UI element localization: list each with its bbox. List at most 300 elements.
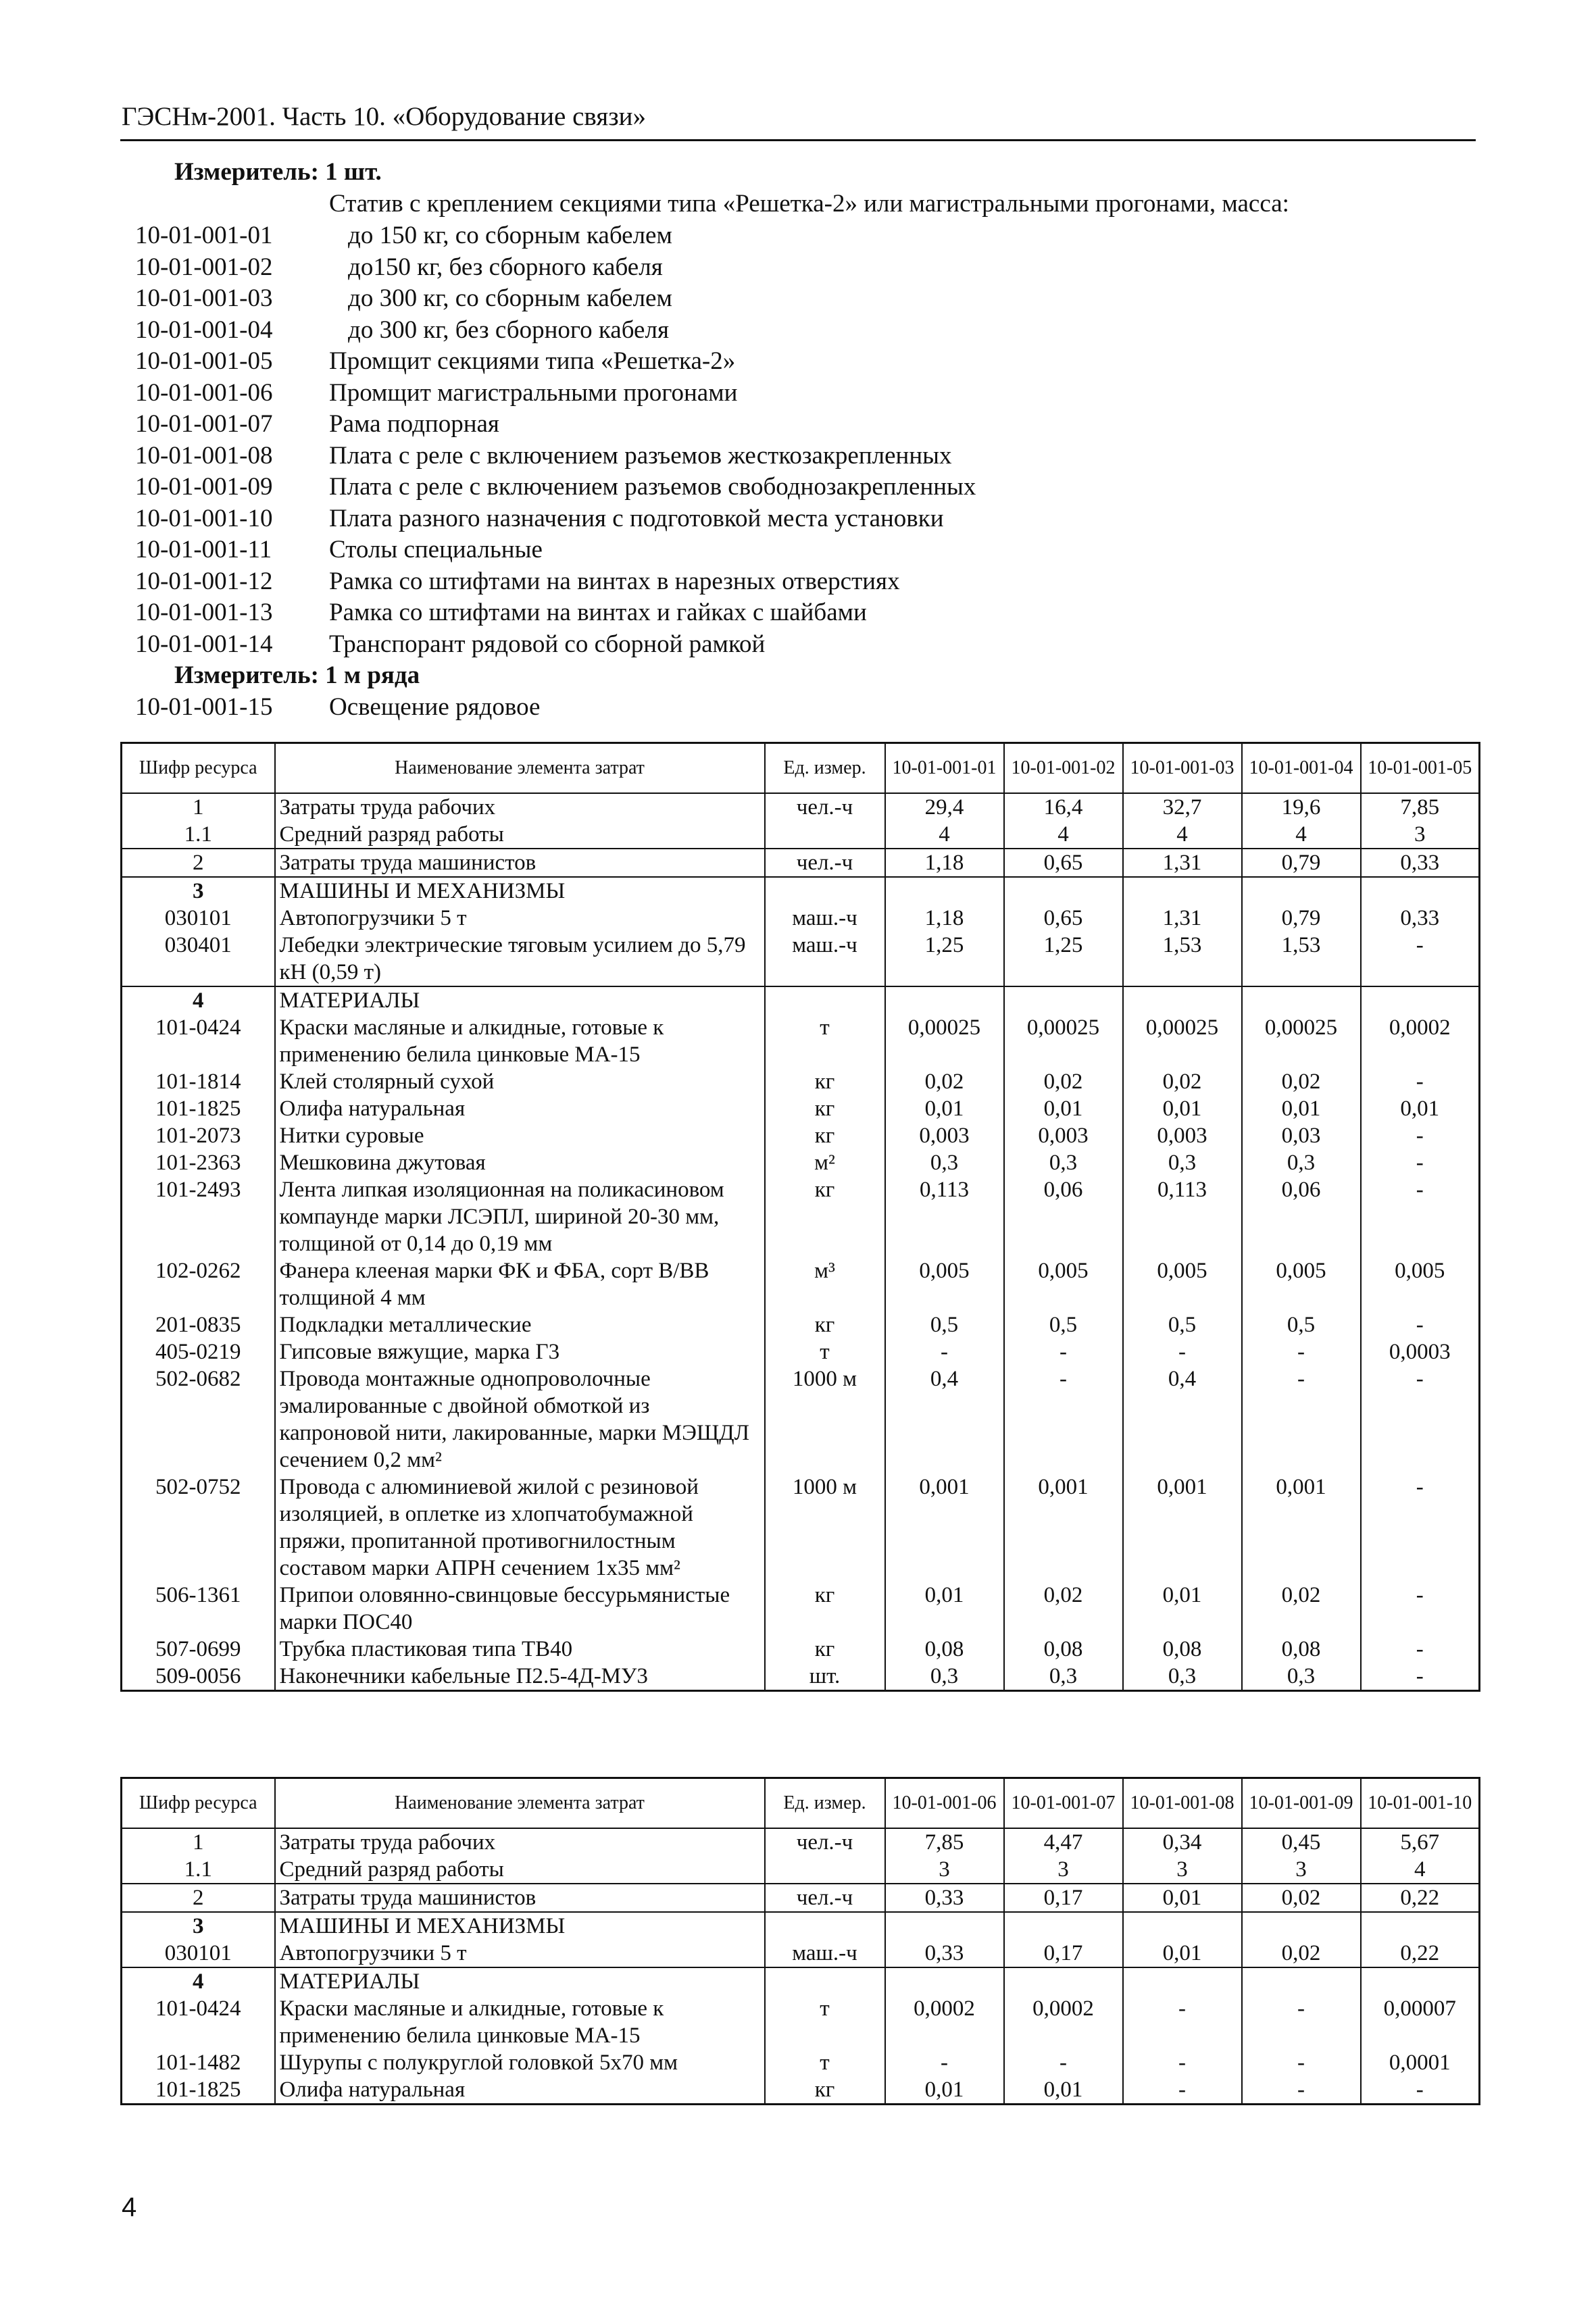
norm-value: 0,33 <box>1361 905 1480 932</box>
column-header: 10-01-001-05 <box>1361 743 1480 794</box>
cost-element-name: Припои оловянно-свинцовые бессурьмянистые марки ПОС40 <box>275 1582 765 1636</box>
norm-value: 0,01 <box>1242 1095 1361 1122</box>
norm-value <box>1123 1912 1242 1940</box>
norm-value: 0,79 <box>1242 905 1361 932</box>
unit: кг <box>765 2076 885 2105</box>
resource-code: 101-1825 <box>122 2076 275 2105</box>
unit: кг <box>765 1311 885 1338</box>
unit <box>765 1967 885 1995</box>
norm-value: - <box>1361 1663 1480 1691</box>
norm-value: 7,85 <box>1361 793 1480 821</box>
unit: т <box>765 1338 885 1365</box>
norm-value: 1,25 <box>1004 932 1123 986</box>
header-rule <box>120 139 1476 141</box>
norm-value: 1,18 <box>885 849 1004 877</box>
norm-value: 0,02 <box>1242 1884 1361 1912</box>
table-row <box>122 1884 1480 1912</box>
norm-value: 0,3 <box>885 1663 1004 1691</box>
norm-value: 0,005 <box>1361 1257 1480 1311</box>
norm-value: - <box>1242 1338 1361 1365</box>
resource-code: 101-0424 <box>122 1995 275 2049</box>
norm-value: 3 <box>885 1856 1004 1884</box>
cost-element-name: Мешковина джутовая <box>275 1149 765 1176</box>
norm-value: - <box>1361 1636 1480 1663</box>
table-row <box>122 1176 1480 1257</box>
group-title: Статив с креплением секциями типа «Решетка-2» или магистральными прогонами, масса: <box>329 190 1289 218</box>
norm-value: 0,003 <box>885 1122 1004 1149</box>
norm-value: 19,6 <box>1242 793 1361 821</box>
cost-element-name: Провода монтажные однопроволочные эмалированные с двойной обмоткой из капроновой нити, лакированные, марки МЭЩДЛ сечением 0,2 мм² <box>275 1365 765 1474</box>
unit: кг <box>765 1176 885 1257</box>
norm-value: 3 <box>1004 1856 1123 1884</box>
table-row <box>122 821 1480 849</box>
cost-element-name: Затраты труда рабочих <box>275 793 765 821</box>
resource-code: 3 <box>122 1912 275 1940</box>
item-text: Столы специальные <box>329 536 543 563</box>
norm-value: 0,0001 <box>1361 2049 1480 2076</box>
norm-value: - <box>885 2049 1004 2076</box>
item-code: 10-01-001-02 <box>135 253 273 281</box>
cost-element-name: МАШИНЫ И МЕХАНИЗМЫ <box>275 877 765 905</box>
norm-value: 29,4 <box>885 793 1004 821</box>
norm-value: 3 <box>1123 1856 1242 1884</box>
norm-value: - <box>1004 1365 1123 1474</box>
norm-value: 0,113 <box>885 1176 1004 1257</box>
table-row <box>122 1912 1480 1940</box>
norm-value <box>1242 1912 1361 1940</box>
norm-value: 0,3 <box>885 1149 1004 1176</box>
norm-value <box>1004 877 1123 905</box>
norm-value: 7,85 <box>885 1828 1004 1856</box>
item-code: 10-01-001-05 <box>135 347 273 375</box>
column-header: Ед. измер. <box>765 743 885 794</box>
norm-value: 1,53 <box>1242 932 1361 986</box>
resource-code: 101-2073 <box>122 1122 275 1149</box>
column-header: 10-01-001-03 <box>1123 743 1242 794</box>
table-row <box>122 2076 1480 2105</box>
norm-value: 0,00025 <box>1004 1014 1123 1068</box>
cost-element-name: Лебедки электрические тяговым усилием до 5,79 кН (0,59 т) <box>275 932 765 986</box>
norm-value: 0,33 <box>885 1884 1004 1912</box>
norm-value: 0,01 <box>885 1582 1004 1636</box>
norm-value <box>1004 1912 1123 1940</box>
norm-value: 0,005 <box>1242 1257 1361 1311</box>
item-code: 10-01-001-06 <box>135 378 273 407</box>
cost-element-name: Клей столярный сухой <box>275 1068 765 1095</box>
table-row <box>122 1338 1480 1365</box>
norm-value: - <box>1123 1995 1242 2049</box>
norm-value: - <box>1361 1176 1480 1257</box>
norm-value: 0,113 <box>1123 1176 1242 1257</box>
unit <box>765 821 885 849</box>
norm-value: 0,005 <box>1004 1257 1123 1311</box>
norm-value: 4 <box>1361 1856 1480 1884</box>
norm-value <box>885 986 1004 1014</box>
resource-code: 030101 <box>122 1940 275 1967</box>
item-text: Промщит магистральными прогонами <box>329 378 738 407</box>
norm-value: 0,02 <box>1004 1068 1123 1095</box>
norm-value: - <box>1361 1149 1480 1176</box>
unit: м² <box>765 1149 885 1176</box>
table-row <box>122 1095 1480 1122</box>
unit <box>765 986 885 1014</box>
table-row <box>122 932 1480 986</box>
item-code: 10-01-001-10 <box>135 504 273 532</box>
norm-value: 0,5 <box>1123 1311 1242 1338</box>
unit: кг <box>765 1068 885 1095</box>
norm-value: 0,5 <box>1242 1311 1361 1338</box>
norm-value: 1,18 <box>885 905 1004 932</box>
norm-value: 0,01 <box>1123 1940 1242 1967</box>
norm-value: 0,02 <box>1123 1068 1242 1095</box>
table-row <box>122 1257 1480 1311</box>
norm-value: 16,4 <box>1004 793 1123 821</box>
resource-code: 3 <box>122 877 275 905</box>
item-text: до 300 кг, без сборного кабеля <box>348 316 669 344</box>
table-row <box>122 1940 1480 1967</box>
norm-value: 1,31 <box>1123 905 1242 932</box>
table-row <box>122 1856 1480 1884</box>
column-header: 10-01-001-06 <box>885 1778 1004 1829</box>
norm-value <box>1123 986 1242 1014</box>
item-text: Рама подпорная <box>329 410 499 438</box>
norm-value <box>885 1967 1004 1995</box>
resource-code: 502-0682 <box>122 1365 275 1474</box>
item-text: Промщит секциями типа «Решетка-2» <box>329 347 736 375</box>
resource-code: 1 <box>122 793 275 821</box>
norm-value: - <box>1004 1338 1123 1365</box>
norm-value: - <box>1361 1122 1480 1149</box>
norm-value <box>885 877 1004 905</box>
norm-value: 0,17 <box>1004 1884 1123 1912</box>
resource-code: 507-0699 <box>122 1636 275 1663</box>
column-header: 10-01-001-01 <box>885 743 1004 794</box>
resource-code: 101-1825 <box>122 1095 275 1122</box>
unit: т <box>765 2049 885 2076</box>
unit: т <box>765 1995 885 2049</box>
cost-element-name: Олифа натуральная <box>275 1095 765 1122</box>
item-code: 10-01-001-08 <box>135 441 273 470</box>
norm-value: 0,0002 <box>885 1995 1004 2049</box>
norm-value: 0,01 <box>1123 1095 1242 1122</box>
item-code: 10-01-001-11 <box>135 536 272 563</box>
norm-value: 0,3 <box>1004 1149 1123 1176</box>
cost-element-name: Затраты труда машинистов <box>275 849 765 877</box>
column-header: Наименование элемента затрат <box>275 743 765 794</box>
norm-value: 0,4 <box>885 1365 1004 1474</box>
norm-value: 0,08 <box>1123 1636 1242 1663</box>
item-text: до150 кг, без сборного кабеля <box>348 253 663 281</box>
norm-value: 0,3 <box>1123 1149 1242 1176</box>
norm-value: 0,01 <box>1123 1582 1242 1636</box>
norm-value: 4,47 <box>1004 1828 1123 1856</box>
item-text: до 150 кг, со сборным кабелем <box>348 222 672 249</box>
norm-value <box>1123 1967 1242 1995</box>
norm-value: 0,5 <box>885 1311 1004 1338</box>
table-row <box>122 1582 1480 1636</box>
norm-value: 1,25 <box>885 932 1004 986</box>
table-row <box>122 1068 1480 1095</box>
unit: м³ <box>765 1257 885 1311</box>
measure-unit-label-2: Измеритель: 1 м ряда <box>174 661 420 689</box>
norm-value <box>1004 1967 1123 1995</box>
cost-element-name: Шурупы с полукруглой головкой 5х70 мм <box>275 2049 765 2076</box>
unit: т <box>765 1014 885 1068</box>
norm-value: - <box>1361 1311 1480 1338</box>
unit: чел.-ч <box>765 849 885 877</box>
resource-code: 2 <box>122 1884 275 1912</box>
item-code: 10-01-001-13 <box>135 599 273 626</box>
norm-value: - <box>1242 2076 1361 2105</box>
unit: чел.-ч <box>765 1884 885 1912</box>
unit <box>765 1856 885 1884</box>
norm-value: 1,31 <box>1123 849 1242 877</box>
table-row <box>122 1828 1480 1856</box>
norm-value: 0,0003 <box>1361 1338 1480 1365</box>
cost-element-name: Автопогрузчики 5 т <box>275 1940 765 1967</box>
item-code: 10-01-001-09 <box>135 473 273 501</box>
norm-value: 0,3 <box>1123 1663 1242 1691</box>
item-text: Транспорант рядовой со сборной рамкой <box>329 630 766 658</box>
item-text: Плата разного назначения с подготовкой места установки <box>329 504 944 532</box>
resource-code: 4 <box>122 986 275 1014</box>
table-row <box>122 1122 1480 1149</box>
cost-element-name: Гипсовые вяжущие, марка Г3 <box>275 1338 765 1365</box>
norm-value <box>1361 1912 1480 1940</box>
table-row <box>122 793 1480 821</box>
norm-value: 4 <box>1242 821 1361 849</box>
resource-code: 101-1814 <box>122 1068 275 1095</box>
norm-value <box>1242 986 1361 1014</box>
cost-element-name: Фанера клееная марки ФК и ФБА, сорт В/ВВ толщиной 4 мм <box>275 1257 765 1311</box>
cost-element-name: Трубка пластиковая типа ТВ40 <box>275 1636 765 1663</box>
norm-value: 0,65 <box>1004 905 1123 932</box>
unit: чел.-ч <box>765 793 885 821</box>
cost-element-name: Средний разряд работы <box>275 821 765 849</box>
norm-value: 0,02 <box>885 1068 1004 1095</box>
table-row <box>122 877 1480 905</box>
column-header: Шифр ресурса <box>122 1778 275 1829</box>
norm-value: 0,00025 <box>885 1014 1004 1068</box>
column-header: 10-01-001-04 <box>1242 743 1361 794</box>
resource-code: 4 <box>122 1967 275 1995</box>
norm-value: 0,01 <box>1123 1884 1242 1912</box>
norm-value: 0,01 <box>1004 1095 1123 1122</box>
resource-code: 502-0752 <box>122 1474 275 1582</box>
unit: чел.-ч <box>765 1828 885 1856</box>
norm-value: - <box>1361 932 1480 986</box>
norm-value: 0,005 <box>1123 1257 1242 1311</box>
norm-value: 0,08 <box>885 1636 1004 1663</box>
norm-value: - <box>1004 2049 1123 2076</box>
norm-value: 0,001 <box>1123 1474 1242 1582</box>
table-row <box>122 1149 1480 1176</box>
running-header: ГЭСНм-2001. Часть 10. «Оборудование связи» <box>122 102 647 131</box>
norm-value: 0,33 <box>1361 849 1480 877</box>
unit: кг <box>765 1582 885 1636</box>
page-number: 4 <box>122 2192 137 2222</box>
norm-value: - <box>1361 1365 1480 1474</box>
cost-element-name: МАТЕРИАЛЫ <box>275 986 765 1014</box>
norm-value: 0,02 <box>1242 1582 1361 1636</box>
resource-table-1 <box>120 742 1480 1692</box>
norm-value: 0,01 <box>885 1095 1004 1122</box>
unit <box>765 1912 885 1940</box>
norm-value: 4 <box>1004 821 1123 849</box>
norm-value <box>885 1912 1004 1940</box>
norm-value: - <box>1242 2049 1361 2076</box>
norm-value: 0,34 <box>1123 1828 1242 1856</box>
norm-value <box>1242 1967 1361 1995</box>
resource-code: 405-0219 <box>122 1338 275 1365</box>
column-header: Ед. измер. <box>765 1778 885 1829</box>
item-text: Освещение рядовое <box>329 693 541 721</box>
norm-value: 0,001 <box>1004 1474 1123 1582</box>
measure-unit-label: Измеритель: 1 шт. <box>174 158 382 186</box>
resource-code: 102-0262 <box>122 1257 275 1311</box>
norm-value: 3 <box>1361 821 1480 849</box>
unit: кг <box>765 1636 885 1663</box>
norm-value <box>1004 986 1123 1014</box>
cost-element-name: Олифа натуральная <box>275 2076 765 2105</box>
column-header: 10-01-001-07 <box>1004 1778 1123 1829</box>
norm-value: - <box>1242 1995 1361 2049</box>
resource-code: 030101 <box>122 905 275 932</box>
item-code: 10-01-001-14 <box>135 630 273 658</box>
cost-element-name: Затраты труда рабочих <box>275 1828 765 1856</box>
norm-value: 0,01 <box>1361 1095 1480 1122</box>
resource-code: 201-0835 <box>122 1311 275 1338</box>
norm-value: 0,06 <box>1004 1176 1123 1257</box>
resource-code: 030401 <box>122 932 275 986</box>
norm-value: 0,01 <box>885 2076 1004 2105</box>
norm-value: 0,001 <box>885 1474 1004 1582</box>
resource-code: 101-0424 <box>122 1014 275 1068</box>
cost-element-name: Средний разряд работы <box>275 1856 765 1884</box>
norm-value: 0,08 <box>1242 1636 1361 1663</box>
norm-value: 0,3 <box>1004 1663 1123 1691</box>
item-code: 10-01-001-12 <box>135 567 273 595</box>
norm-value: 0,0002 <box>1004 1995 1123 2049</box>
column-header: 10-01-001-02 <box>1004 743 1123 794</box>
norm-value: 0,02 <box>1242 1940 1361 1967</box>
column-header: 10-01-001-09 <box>1242 1778 1361 1829</box>
norm-value: - <box>1123 2049 1242 2076</box>
norm-value: 4 <box>1123 821 1242 849</box>
norm-value: 0,17 <box>1004 1940 1123 1967</box>
resource-code: 101-2363 <box>122 1149 275 1176</box>
resource-code: 1.1 <box>122 1856 275 1884</box>
norm-value: 0,22 <box>1361 1940 1480 1967</box>
unit: 1000 м <box>765 1474 885 1582</box>
column-header: Шифр ресурса <box>122 743 275 794</box>
cost-element-name: МАТЕРИАЛЫ <box>275 1967 765 1995</box>
norm-value <box>1242 877 1361 905</box>
item-code: 10-01-001-07 <box>135 410 273 438</box>
norm-value: 0,4 <box>1123 1365 1242 1474</box>
norm-value: 0,03 <box>1242 1122 1361 1149</box>
norm-value: 0,06 <box>1242 1176 1361 1257</box>
norm-value <box>1361 986 1480 1014</box>
norm-value: 0,001 <box>1242 1474 1361 1582</box>
unit <box>765 877 885 905</box>
item-code: 10-01-001-15 <box>135 693 273 721</box>
norm-value: 0,0002 <box>1361 1014 1480 1068</box>
table-row <box>122 1995 1480 2049</box>
table-row <box>122 1663 1480 1691</box>
item-text: Рамка со штифтами на винтах в нарезных отверстиях <box>329 567 900 595</box>
resource-code: 101-2493 <box>122 1176 275 1257</box>
item-text: до 300 кг, со сборным кабелем <box>348 284 672 312</box>
norm-value: 0,45 <box>1242 1828 1361 1856</box>
norm-value: 0,79 <box>1242 849 1361 877</box>
cost-element-name: Нитки суровые <box>275 1122 765 1149</box>
table-row <box>122 1636 1480 1663</box>
table-row <box>122 2049 1480 2076</box>
table-row <box>122 1967 1480 1995</box>
norm-value: 5,67 <box>1361 1828 1480 1856</box>
table-row <box>122 905 1480 932</box>
norm-value: 0,00025 <box>1242 1014 1361 1068</box>
column-header: Наименование элемента затрат <box>275 1778 765 1829</box>
table-row <box>122 849 1480 877</box>
norm-value: 0,00025 <box>1123 1014 1242 1068</box>
norm-value: 3 <box>1242 1856 1361 1884</box>
item-code: 10-01-001-01 <box>135 222 273 249</box>
column-header: 10-01-001-08 <box>1123 1778 1242 1829</box>
norm-value: 0,3 <box>1242 1663 1361 1691</box>
cost-element-name: Провода с алюминиевой жилой с резиновой изоляцией, в оплетке из хлопчатобумажной пряжи, пропитанной противогнилостным составом марки АПРН сечением 1х35 мм² <box>275 1474 765 1582</box>
norm-value: 0,003 <box>1004 1122 1123 1149</box>
cost-element-name: Подкладки металлические <box>275 1311 765 1338</box>
norm-value <box>1123 877 1242 905</box>
unit: кг <box>765 1095 885 1122</box>
norm-value: 0,02 <box>1004 1582 1123 1636</box>
norm-value: 0,00007 <box>1361 1995 1480 2049</box>
norm-value: 0,22 <box>1361 1884 1480 1912</box>
norm-value: 0,65 <box>1004 849 1123 877</box>
norm-value: - <box>1361 2076 1480 2105</box>
table-row <box>122 1474 1480 1582</box>
norm-value: 0,5 <box>1004 1311 1123 1338</box>
resource-table-2 <box>120 1777 1480 2105</box>
unit: маш.-ч <box>765 905 885 932</box>
norm-value: - <box>1361 1582 1480 1636</box>
norm-value: 0,01 <box>1004 2076 1123 2105</box>
norm-value: 32,7 <box>1123 793 1242 821</box>
unit: маш.-ч <box>765 932 885 986</box>
table-row <box>122 1311 1480 1338</box>
item-code: 10-01-001-04 <box>135 316 273 344</box>
norm-value: 0,33 <box>885 1940 1004 1967</box>
table-row <box>122 1365 1480 1474</box>
norm-value: - <box>1242 1365 1361 1474</box>
item-text: Рамка со штифтами на винтах и гайках с шайбами <box>329 599 867 626</box>
unit: шт. <box>765 1663 885 1691</box>
norm-value: - <box>885 1338 1004 1365</box>
resource-code: 2 <box>122 849 275 877</box>
column-header: 10-01-001-10 <box>1361 1778 1480 1829</box>
table-row <box>122 986 1480 1014</box>
resource-code: 506-1361 <box>122 1582 275 1636</box>
norm-value: - <box>1123 2076 1242 2105</box>
norm-value: 0,3 <box>1242 1149 1361 1176</box>
norm-value: - <box>1361 1474 1480 1582</box>
norm-value: - <box>1361 1068 1480 1095</box>
cost-element-name: Краски масляные и алкидные, готовые к применению белила цинковые МА-15 <box>275 1995 765 2049</box>
cost-element-name: МАШИНЫ И МЕХАНИЗМЫ <box>275 1912 765 1940</box>
norm-value <box>1361 1967 1480 1995</box>
